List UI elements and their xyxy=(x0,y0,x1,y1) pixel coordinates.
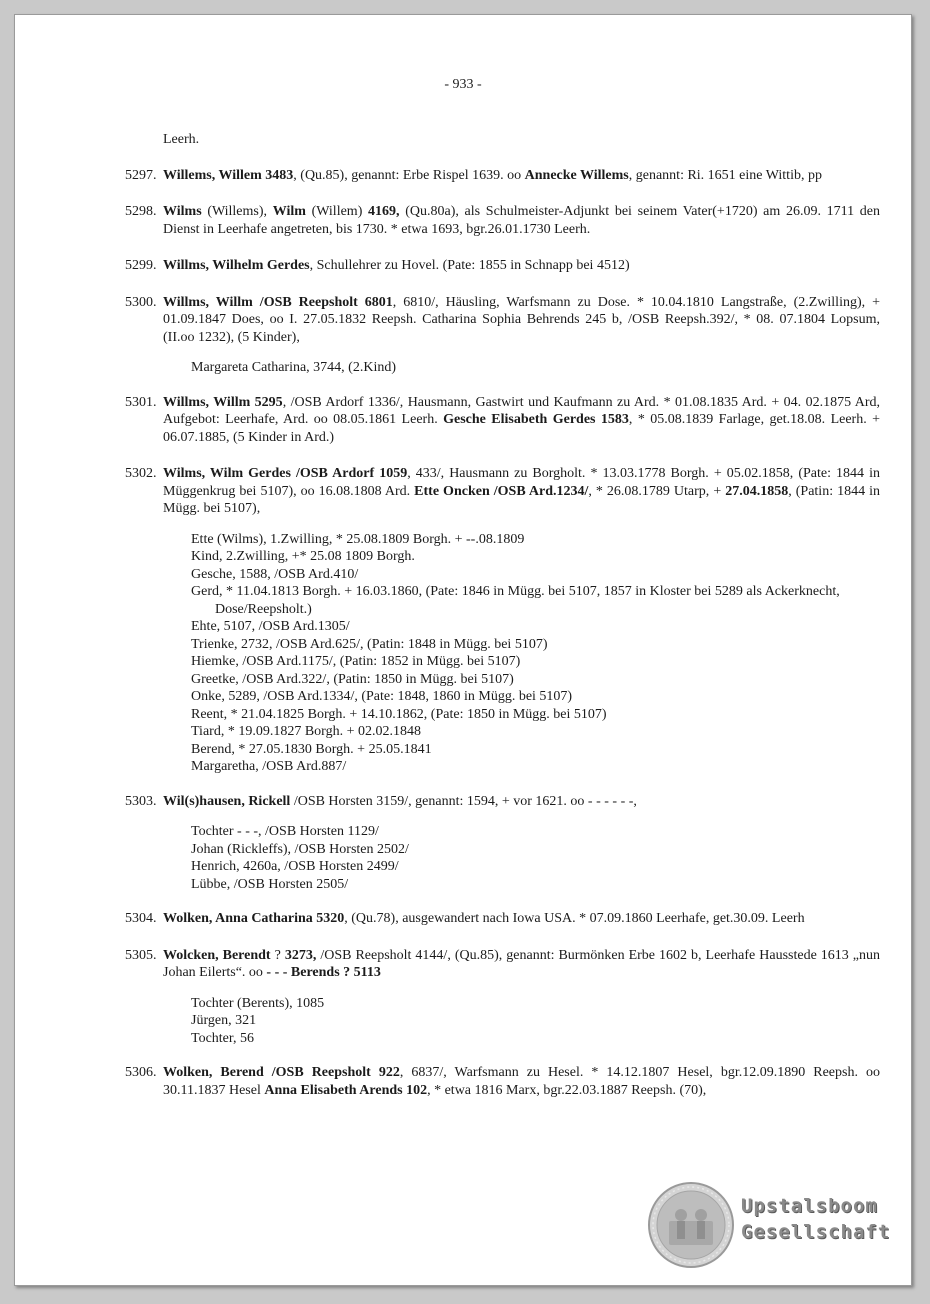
entry-name-bold: Willms, Willm 5295 xyxy=(163,394,283,410)
entry-number: 5303. xyxy=(125,793,157,809)
child-item: Margareta Catharina, 3744, (2.Kind) xyxy=(191,360,397,375)
child-item: Jürgen, 321 xyxy=(191,1013,257,1028)
entry xyxy=(125,947,880,982)
entry-name-bold: Annecke Willems xyxy=(524,167,629,183)
child-item: Onke, 5289, /OSB Ard.1334/, (Pate: 1848, 1860 in Mügg. bei 5107) xyxy=(191,689,573,704)
entry xyxy=(125,394,880,447)
entry-number: 5304. xyxy=(125,911,157,926)
child-item: Margaretha, /OSB Ard.887/ xyxy=(191,759,347,774)
entry-name-bold: - - - Berends ? 5113 xyxy=(266,965,381,980)
entry xyxy=(125,203,880,238)
children-list xyxy=(191,823,880,893)
entry-text: (Willems), xyxy=(201,204,273,219)
entry-text: , (Qu.85), genannt: Erbe Rispel 1639. oo xyxy=(293,167,525,183)
child-item: Gesche, 1588, /OSB Ard.410/ xyxy=(191,566,359,582)
entry-number: 5302. xyxy=(125,466,157,481)
entry-text: ? xyxy=(270,947,285,963)
entry-name-bold: Wolken, Berend /OSB Reepsholt 922 xyxy=(163,1065,400,1080)
seal-icon xyxy=(647,1181,735,1269)
child-item: Kind, 2.Zwilling, +* 25.08 1809 Borgh. xyxy=(191,549,415,564)
entry-list xyxy=(125,131,880,1118)
page-number: - 933 - xyxy=(444,77,482,92)
continuation-text: Leerh. xyxy=(163,132,200,147)
entry-name-bold: Wil(s)hausen, Rickell xyxy=(163,793,291,809)
child-item: Johan (Rickleffs), /OSB Horsten 2502/ xyxy=(191,841,409,857)
entry-number: 5298. xyxy=(125,204,157,219)
child-item: Greetke, /OSB Ard.322/, (Patin: 1850 in Mügg. bei 5107) xyxy=(191,671,514,687)
entry-text: , (Patin: 1844 in Mügg. bei 5107), xyxy=(163,483,880,516)
child-item: Trienke, 2732, /OSB Ard.625/, (Patin: 1848 in Mügg. bei 5107) xyxy=(191,636,548,652)
children-list xyxy=(191,359,880,377)
entry-text: , 433/, Hausmann zu Borgholt. * 13.03.1778 Borgh. + 05.02.1858, (Pate: 1844 in Müggenkrug bei 5107), oo 16.08.1808 Ard. xyxy=(163,466,880,499)
logo-line-2: Gesellschaft xyxy=(741,1221,891,1243)
entry xyxy=(125,257,880,275)
child-item: Reent, * 21.04.1825 Borgh. + 14.10.1862, (Pate: 1850 in Mügg. bei 5107) xyxy=(191,706,607,722)
child-item: Ette (Wilms), 1.Zwilling, * 25.08.1809 Borgh. + --.08.1809 xyxy=(191,531,525,547)
document-page xyxy=(14,14,912,1286)
child-item: Henrich, 4260a, /OSB Horsten 2499/ xyxy=(191,859,399,874)
children-list xyxy=(191,995,880,1048)
entry-name-bold: 4169, xyxy=(368,204,400,219)
entry-number: 5306. xyxy=(125,1065,157,1080)
child-item: Tochter - - -, /OSB Horsten 1129/ xyxy=(191,824,379,839)
entry-name-bold: Willms, Willm /OSB Reepsholt 6801 xyxy=(163,294,393,310)
child-item: Ehte, 5107, /OSB Ard.1305/ xyxy=(191,619,350,634)
entry xyxy=(125,793,880,811)
publisher-name xyxy=(741,1193,890,1245)
entry xyxy=(125,465,880,518)
child-item: Berend, * 27.05.1830 Borgh. + 25.05.1841 xyxy=(191,741,432,757)
entry xyxy=(125,910,880,928)
entry-number: 5297. xyxy=(125,167,157,183)
entry-name-bold: Wolcken, Berendt xyxy=(163,947,271,963)
entry-text: , genannt: Ri. 1651 eine Wittib, pp xyxy=(628,167,822,183)
entry-name-bold: 27.04.1858 xyxy=(725,483,789,499)
child-item: Lübbe, /OSB Horsten 2505/ xyxy=(191,876,349,892)
entry xyxy=(125,1064,880,1099)
child-item: Tochter, 56 xyxy=(191,1030,254,1046)
child-item: Hiemke, /OSB Ard.1175/, (Patin: 1852 in Mügg. bei 5107) xyxy=(191,654,521,669)
entry-name-bold: Willms, Wilhelm Gerdes xyxy=(163,258,310,273)
entry-name-bold: Wilm xyxy=(272,204,306,219)
entry-text: , 6837/, Warfsmann zu Hesel. * 14.12.1807 Hesel, bgr.12.09.1890 Reepsh. oo 30.11.1837 Hesel xyxy=(163,1065,880,1098)
entry-number: 5299. xyxy=(125,258,157,273)
entry-name-bold: Wilms, Wilm Gerdes /OSB Ardorf 1059 xyxy=(163,466,408,481)
entry-text: (Willem) xyxy=(305,204,369,219)
entry-number: 5300. xyxy=(125,294,157,310)
entry-text: /OSB Horsten 3159/, genannt: 1594, + vor 1621. oo - - - - - -, xyxy=(290,793,637,809)
entry-text: , 6810/, Häusling, Warfsmann zu Dose. * 10.04.1810 Langstraße, (2.Zwilling), + 01.09.1847 Does, oo I. 27.05.1832 Reepsh. Catharina Sophia Behrends 245 b, /OSB Reepsh.392/, * 08. 07.1804 Lopsum, (II.oo 1232), (5 Kinder), xyxy=(163,294,880,345)
child-item: Tochter (Berents), 1085 xyxy=(191,995,325,1011)
entry-text: , * etwa 1816 Marx, bgr.22.03.1887 Reepsh. (70), xyxy=(427,1082,707,1098)
entry-text: , * 26.08.1789 Utarp, + xyxy=(588,483,726,499)
children-list xyxy=(191,531,880,776)
logo-line-1: Upstalsboom xyxy=(741,1195,878,1217)
entry-text: , /OSB Ardorf 1336/, Hausmann, Gastwirt und Kaufmann zu Ard. * 01.08.1835 Ard. + 04. 02.1875 Ard, Aufgebot: Leerhafe, Ard. oo 08.05.1861 Leerh. xyxy=(163,394,880,427)
entry-name-bold: Wilms xyxy=(163,204,202,219)
entry-text: , Schullehrer zu Hovel. (Pate: 1855 in Schnapp bei 4512) xyxy=(309,258,630,273)
publisher-logo xyxy=(647,1181,897,1269)
entry-name-bold: Wolken, Anna Catharina 5320 xyxy=(163,911,345,926)
child-item: Gerd, * 11.04.1813 Borgh. + 16.03.1860, (Pate: 1846 in Mügg. bei 5107, 1857 in Kloster bei 5289 als Ackerknecht, Dose/Reepsholt.) xyxy=(191,584,840,617)
entry-name-bold: 3273, xyxy=(284,947,317,963)
entry-name-bold: Willems, Willem 3483 xyxy=(163,167,294,183)
entry-name-bold: Ette Oncken /OSB Ard.1234/ xyxy=(414,483,589,499)
entry-text: , (Qu.78), ausgewandert nach Iowa USA. * 07.09.1860 Leerhafe, get.30.09. Leerh xyxy=(344,911,805,926)
entry-name-bold: Gesche Elisabeth Gerdes 1583 xyxy=(443,412,629,427)
entry-name-bold: Anna Elisabeth Arends 102 xyxy=(264,1082,428,1098)
entry-text: , * 05.08.1839 Farlage, get.18.08. Leerh. + 06.07.1885, (5 Kinder in Ard.) xyxy=(163,412,881,445)
entry-number: 5301. xyxy=(125,394,157,410)
entry-text: /OSB Reepsholt 4144/, (Qu.85), genannt: Burmönken Erbe 1602 b, Leerhafe Hausstede 1613 „nun Johan Eilerts“. oo xyxy=(163,947,881,980)
entry xyxy=(125,294,880,347)
entry xyxy=(125,167,880,185)
entry-number: 5305. xyxy=(125,947,157,963)
child-item: Tiard, * 19.09.1827 Borgh. + 02.02.1848 xyxy=(191,724,421,739)
entry-text: (Qu.80a), als Schulmeister-Adjunkt bei seinem Vater(+1720) am 26.09. 1711 den Dienst in Leerhafe angetreten, bis 1730. * etwa 1693, bgr.26.01.1730 Leerh. xyxy=(163,204,881,237)
